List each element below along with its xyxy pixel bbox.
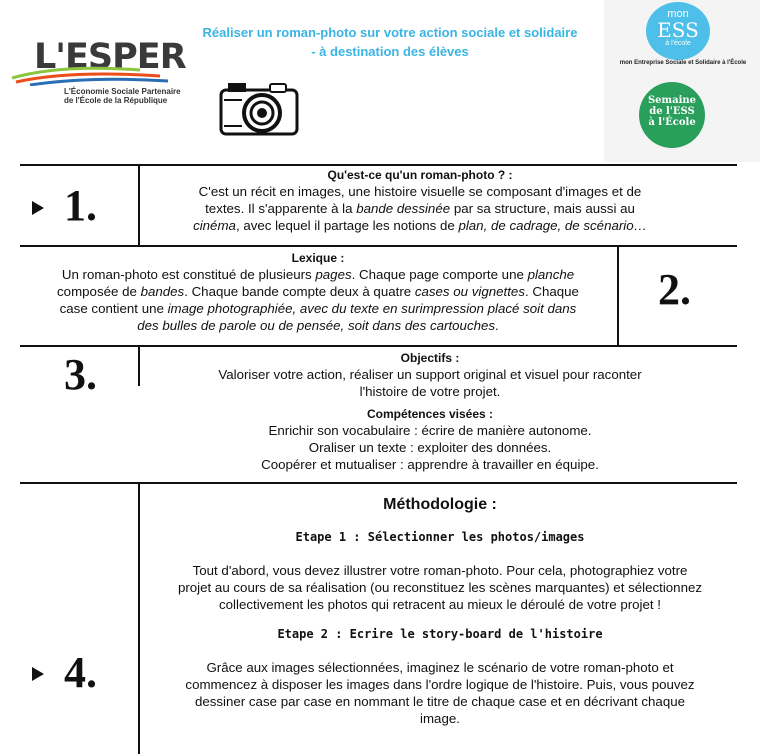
page-title xyxy=(160,23,620,61)
text-run: . Chaque xyxy=(524,284,579,299)
body-line xyxy=(22,283,614,300)
divider xyxy=(617,245,619,346)
text-run: cinéma xyxy=(193,218,236,233)
divider xyxy=(20,164,737,166)
body-line: Enrichir son vocabulaire : écrire de manière autonome. xyxy=(268,423,592,438)
text-run: . Chaque bande compte deux à quatre xyxy=(184,284,415,299)
camera-icon xyxy=(218,80,300,138)
body-line: commencez à disposer les images dans l'ordre logique de l'histoire. Puis, vous pouvez xyxy=(185,677,695,692)
body-line: projet au cours de sa réalisation (ou reconstituez les scènes marquantes) et sélectionnez xyxy=(177,580,703,595)
text-run: plan, de cadrage, de scénario… xyxy=(458,218,647,233)
mon-ess-logo xyxy=(646,2,710,60)
body-line: image. xyxy=(420,711,460,726)
section-lexique xyxy=(22,250,614,334)
divider xyxy=(138,482,140,754)
body-line xyxy=(22,266,614,283)
text-run: composée de xyxy=(57,284,141,299)
esper-subtitle-line: de l'École de la République xyxy=(64,96,168,105)
text-run: textes. Il s'apparente à la xyxy=(205,201,357,216)
step-heading: Etape 2 : Ecrire le story-board de l'histoire xyxy=(277,627,603,641)
text-run: pages xyxy=(315,267,352,282)
body-line: Oraliser un texte : exploiter des données. xyxy=(308,440,552,455)
section-heading: Compétences visées : xyxy=(366,407,494,421)
divider xyxy=(138,345,140,386)
esper-logo-text: L'ESPER xyxy=(34,37,186,77)
section-number: 1. xyxy=(64,181,97,230)
section-methodologie xyxy=(150,495,730,727)
section-heading: Méthodologie : xyxy=(383,496,497,513)
arrow-right-icon xyxy=(32,667,44,681)
mon-ess-word: mon xyxy=(667,8,689,20)
body-line xyxy=(150,217,690,234)
text-run: . Chaque page comporte une xyxy=(351,267,528,282)
esper-subtitle-line: L'Économie Sociale Partenaire xyxy=(64,87,181,96)
page-title-line: - à destination des élèves xyxy=(311,44,469,59)
section-objectifs xyxy=(150,350,710,473)
body-line: Grâce aux images sélectionnées, imaginez le scénario de votre roman-photo et xyxy=(206,660,674,675)
divider xyxy=(20,345,737,347)
semaine-line: de l'ESS xyxy=(649,106,695,117)
page-title-line: Réaliser un roman-photo sur votre action sociale et solidaire xyxy=(202,25,578,40)
body-line: dessiner case par case en nommant le titre de chaque case et en décrivant chaque xyxy=(194,694,686,709)
section-heading: Qu'est-ce qu'un roman-photo ? : xyxy=(327,168,513,182)
section-number: 3. xyxy=(64,350,97,399)
ess-word: ESS xyxy=(657,18,699,42)
text-run: , avec lequel il partage les notions de xyxy=(235,218,459,233)
text-run: image photographiée, avec du texte en surimpression placé soit dans xyxy=(167,301,577,316)
section-heading: Lexique : xyxy=(291,251,345,265)
section-number: 4. xyxy=(64,648,97,697)
ess-tagline: mon Entreprise Sociale et Solidaire à l'École xyxy=(619,60,747,66)
semaine-line: à l'École xyxy=(648,117,696,128)
semaine-ess-logo xyxy=(639,82,705,148)
text-run: bande dessinée xyxy=(356,201,451,216)
section-number: 2. xyxy=(658,265,691,314)
body-line: Tout d'abord, vous devez illustrer votre roman-photo. Pour cela, photographiez votre xyxy=(192,563,688,578)
section-heading: Objectifs : xyxy=(400,351,460,365)
divider xyxy=(20,245,737,247)
esper-logo-swoosh xyxy=(10,60,170,86)
text-run: . xyxy=(495,318,499,333)
divider xyxy=(138,164,140,246)
step-heading: Etape 1 : Sélectionner les photos/images xyxy=(295,530,585,544)
text-run: par sa structure, mais aussi au xyxy=(450,201,635,216)
text-run: des bulles de parole ou de pensée, soit dans des cartouches xyxy=(137,318,496,333)
body-line xyxy=(22,317,614,334)
body-line: Coopérer et mutualiser : apprendre à travailler en équipe. xyxy=(261,457,599,472)
text-run: cases ou vignettes xyxy=(414,284,525,299)
text-run: planche xyxy=(527,267,575,282)
body-line xyxy=(150,200,690,217)
body-line xyxy=(22,300,614,317)
text-run: case contient une xyxy=(59,301,168,316)
semaine-line: Semaine xyxy=(647,95,697,106)
text-run: Un roman-photo est constitué de plusieurs xyxy=(61,267,316,282)
arrow-right-icon xyxy=(32,201,44,215)
body-line: collectivement les photos qui retracent au mieux le déroulé de votre projet ! xyxy=(219,597,661,612)
body-line: Valoriser votre action, réaliser un support original et visuel pour raconter xyxy=(218,367,642,382)
section-definition xyxy=(150,167,690,234)
divider xyxy=(20,482,737,484)
a-l-ecole-word: à l'école xyxy=(665,40,691,47)
esper-logo-subtitle xyxy=(64,87,181,105)
body-line: l'histoire de votre projet. xyxy=(359,384,501,399)
body-line: C'est un récit en images, une histoire visuelle se composant d'images et de xyxy=(198,184,642,199)
text-run: bandes xyxy=(140,284,185,299)
